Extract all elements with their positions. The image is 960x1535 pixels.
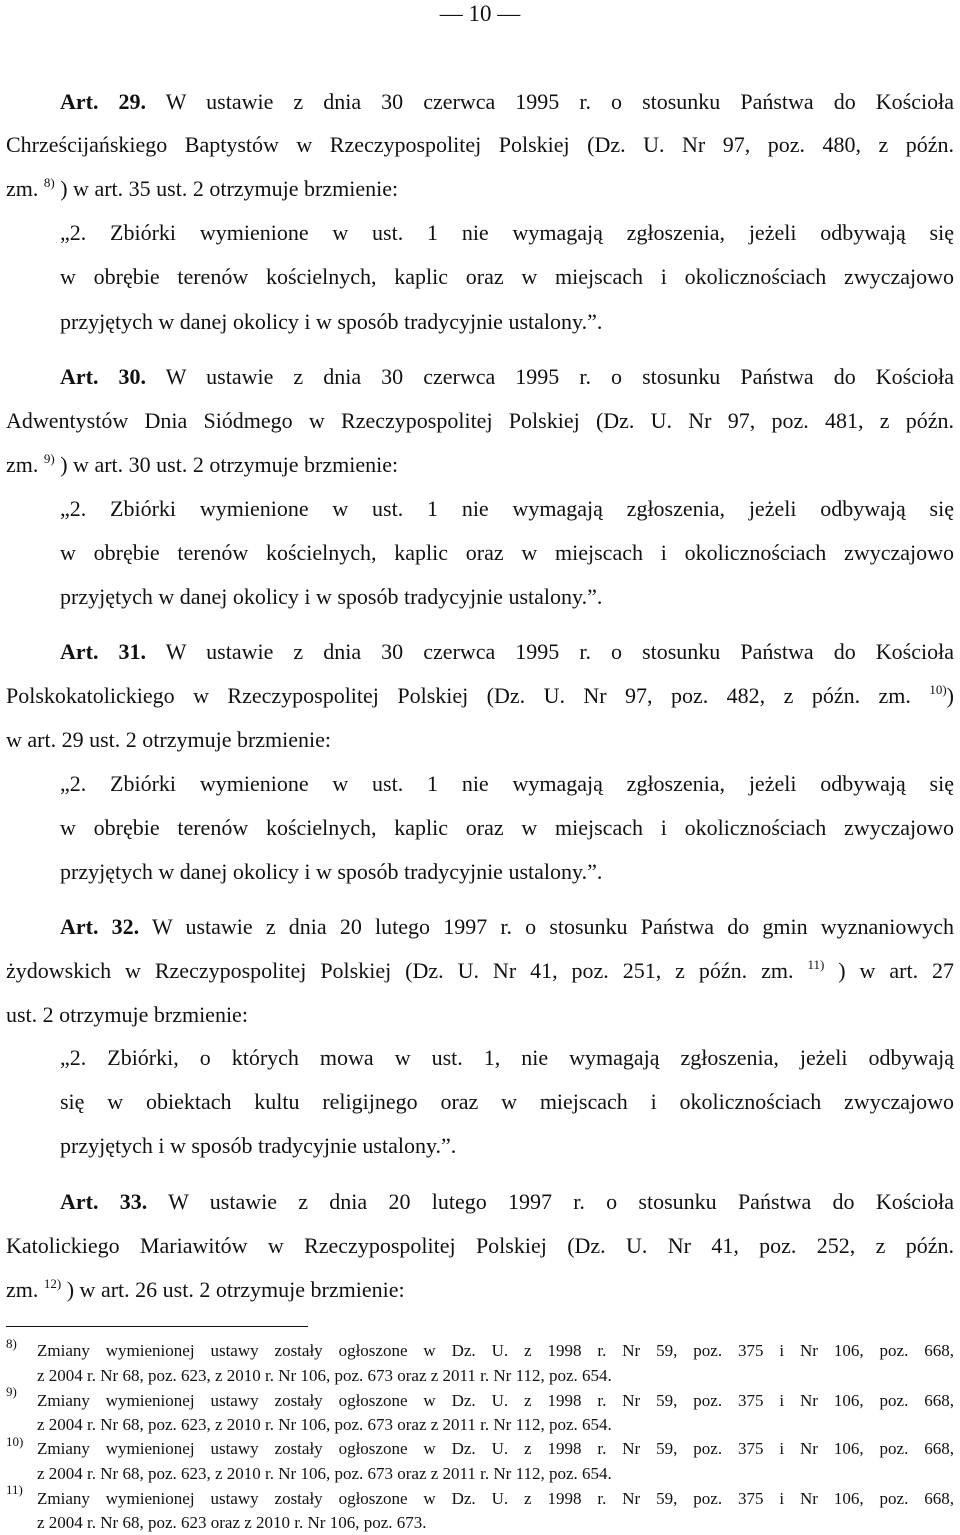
art30-line2: Adwentystów Dnia Siódmego w Rzeczypospolitej Polskiej (Dz. U. Nr 97, poz. 481, z późn. (6, 408, 954, 433)
footnote-ref-10[interactable]: 10) (929, 682, 947, 697)
art29-quote-line1: „2. Zbiórki wymienione w ust. 1 nie wymagają zgłoszenia, jeżeli odbywają się (60, 220, 954, 245)
art31-quote-line2: w obrębie terenów kościelnych, kaplic oraz w miejscach i okolicznościach zwyczajowo (60, 815, 954, 840)
footnote-ref-12[interactable]: 12) (43, 1276, 62, 1291)
art30-line1 (60, 364, 954, 390)
art33-line3 (6, 1277, 954, 1303)
art32-line2 (6, 958, 954, 984)
art29-number: Art. 29. (60, 89, 147, 114)
art29-line3-b: ) w art. 35 ust. 2 otrzymuje brzmienie: (60, 176, 399, 201)
art33-line3-b: ) w art. 26 ust. 2 otrzymuje brzmienie: (66, 1277, 405, 1302)
art30-number: Art. 30. (60, 364, 147, 389)
footnote-mark-8: 8) (6, 1336, 17, 1351)
art30-line3-a: zm. (6, 452, 39, 477)
art32-line2-a: żydowskich w Rzeczypospolitej Polskiej (Dz. U. Nr 41, poz. 251, z późn. zm. (6, 958, 794, 983)
art32-line3: ust. 2 otrzymuje brzmienie: (6, 1002, 248, 1027)
footnote-ref-8[interactable]: 8) (43, 175, 55, 190)
footnote-11-line2: z 2004 r. Nr 68, poz. 623 oraz z 2010 r. Nr 106, poz. 673. (37, 1513, 427, 1532)
art31-number: Art. 31. (60, 639, 147, 664)
art33-number: Art. 33. (60, 1189, 148, 1214)
art31-line2 (6, 683, 954, 709)
art30-quote-line3: przyjętych w danej okolicy i w sposób tradycyjnie ustalony.”. (60, 584, 603, 609)
footnote-10-line1: Zmiany wymienionej ustawy zostały ogłoszone w Dz. U. z 1998 r. Nr 59, poz. 375 i Nr 106, poz. 668, (37, 1439, 954, 1458)
footnote-divider (6, 1326, 308, 1327)
art33-line3-a: zm. (6, 1277, 39, 1302)
art31-line3: w art. 29 ust. 2 otrzymuje brzmienie: (6, 727, 332, 752)
page-number: — 10 — (439, 1, 521, 26)
footnote-mark-11: 11) (6, 1482, 23, 1497)
footnote-11-line1: Zmiany wymienionej ustawy zostały ogłoszone w Dz. U. z 1998 r. Nr 59, poz. 375 i Nr 106, poz. 668, (37, 1489, 954, 1508)
art32-line1 (60, 914, 954, 940)
footnote-9-line1: Zmiany wymienionej ustawy zostały ogłoszone w Dz. U. z 1998 r. Nr 59, poz. 375 i Nr 106, poz. 668, (37, 1391, 954, 1410)
art31-quote-line3: przyjętych w danej okolicy i w sposób tradycyjnie ustalony.”. (60, 859, 603, 884)
art32-quote-line2: się w obiektach kultu religijnego oraz w miejscach i okolicznościach zwyczajowo (60, 1089, 954, 1114)
footnote-mark-10: 10) (6, 1434, 24, 1449)
art33-line1 (60, 1189, 954, 1215)
footnote-ref-9[interactable]: 9) (43, 451, 55, 466)
art29-line1-text: W ustawie z dnia 30 czerwca 1995 r. o stosunku Państwa do Kościoła (165, 89, 955, 114)
art30-line1-text: W ustawie z dnia 30 czerwca 1995 r. o stosunku Państwa do Kościoła (165, 364, 955, 389)
art31-quote-line1: „2. Zbiórki wymienione w ust. 1 nie wymagają zgłoszenia, jeżeli odbywają się (60, 771, 954, 796)
art32-quote-line3: przyjętych i w sposób tradycyjnie ustalony.”. (60, 1133, 457, 1158)
footnote-8-line2: z 2004 r. Nr 68, poz. 623, z 2010 r. Nr 106, poz. 673 oraz z 2011 r. Nr 112, poz. 654. (37, 1366, 612, 1385)
art30-line3-b: ) w art. 30 ust. 2 otrzymuje brzmienie: (60, 452, 399, 477)
art29-quote-line2: w obrębie terenów kościelnych, kaplic oraz w miejscach i okolicznościach zwyczajowo (60, 264, 954, 289)
art31-line1-text: W ustawie z dnia 30 czerwca 1995 r. o stosunku Państwa do Kościoła (165, 639, 955, 664)
art29-line1 (60, 89, 954, 115)
art29-line2: Chrześcijańskiego Baptystów w Rzeczypospolitej Polskiej (Dz. U. Nr 97, poz. 480, z późn. (6, 132, 954, 157)
art30-quote-line1: „2. Zbiórki wymienione w ust. 1 nie wymagają zgłoszenia, jeżeli odbywają się (60, 496, 954, 521)
art29-line3 (6, 176, 954, 202)
footnote-10-line2: z 2004 r. Nr 68, poz. 623, z 2010 r. Nr 106, poz. 673 oraz z 2011 r. Nr 112, poz. 654. (37, 1464, 612, 1483)
art31-line2-b: ) (946, 683, 954, 708)
art32-quote-line1: „2. Zbiórki, o których mowa w ust. 1, nie wymagają zgłoszenia, jeżeli odbywają (60, 1045, 954, 1070)
footnote-ref-11[interactable]: 11) (807, 957, 825, 972)
art29-line3-a: zm. (6, 176, 39, 201)
art31-line2-a: Polskokatolickiego w Rzeczypospolitej Polskiej (Dz. U. Nr 97, poz. 482, z późn. zm. (6, 683, 911, 708)
art30-quote-line2: w obrębie terenów kościelnych, kaplic oraz w miejscach i okolicznościach zwyczajowo (60, 540, 954, 565)
footnote-mark-9: 9) (6, 1384, 17, 1399)
art31-line1 (60, 639, 954, 665)
art30-line3 (6, 452, 954, 478)
footnote-9-line2: z 2004 r. Nr 68, poz. 623, z 2010 r. Nr 106, poz. 673 oraz z 2011 r. Nr 112, poz. 654. (37, 1415, 612, 1434)
art32-number: Art. 32. (60, 914, 140, 939)
art32-line2-b: ) w art. 27 (838, 958, 955, 983)
art32-line1-text: W ustawie z dnia 20 lutego 1997 r. o stosunku Państwa do gmin wyznaniowych (151, 914, 954, 939)
footnote-8-line1: Zmiany wymienionej ustawy zostały ogłoszone w Dz. U. z 1998 r. Nr 59, poz. 375 i Nr 106, poz. 668, (37, 1341, 954, 1360)
art33-line1-text: W ustawie z dnia 20 lutego 1997 r. o stosunku Państwa do Kościoła (168, 1189, 955, 1214)
art29-quote-line3: przyjętych w danej okolicy i w sposób tradycyjnie ustalony.”. (60, 309, 603, 334)
art33-line2: Katolickiego Mariawitów w Rzeczypospolitej Polskiej (Dz. U. Nr 41, poz. 252, z późn. (6, 1233, 954, 1258)
